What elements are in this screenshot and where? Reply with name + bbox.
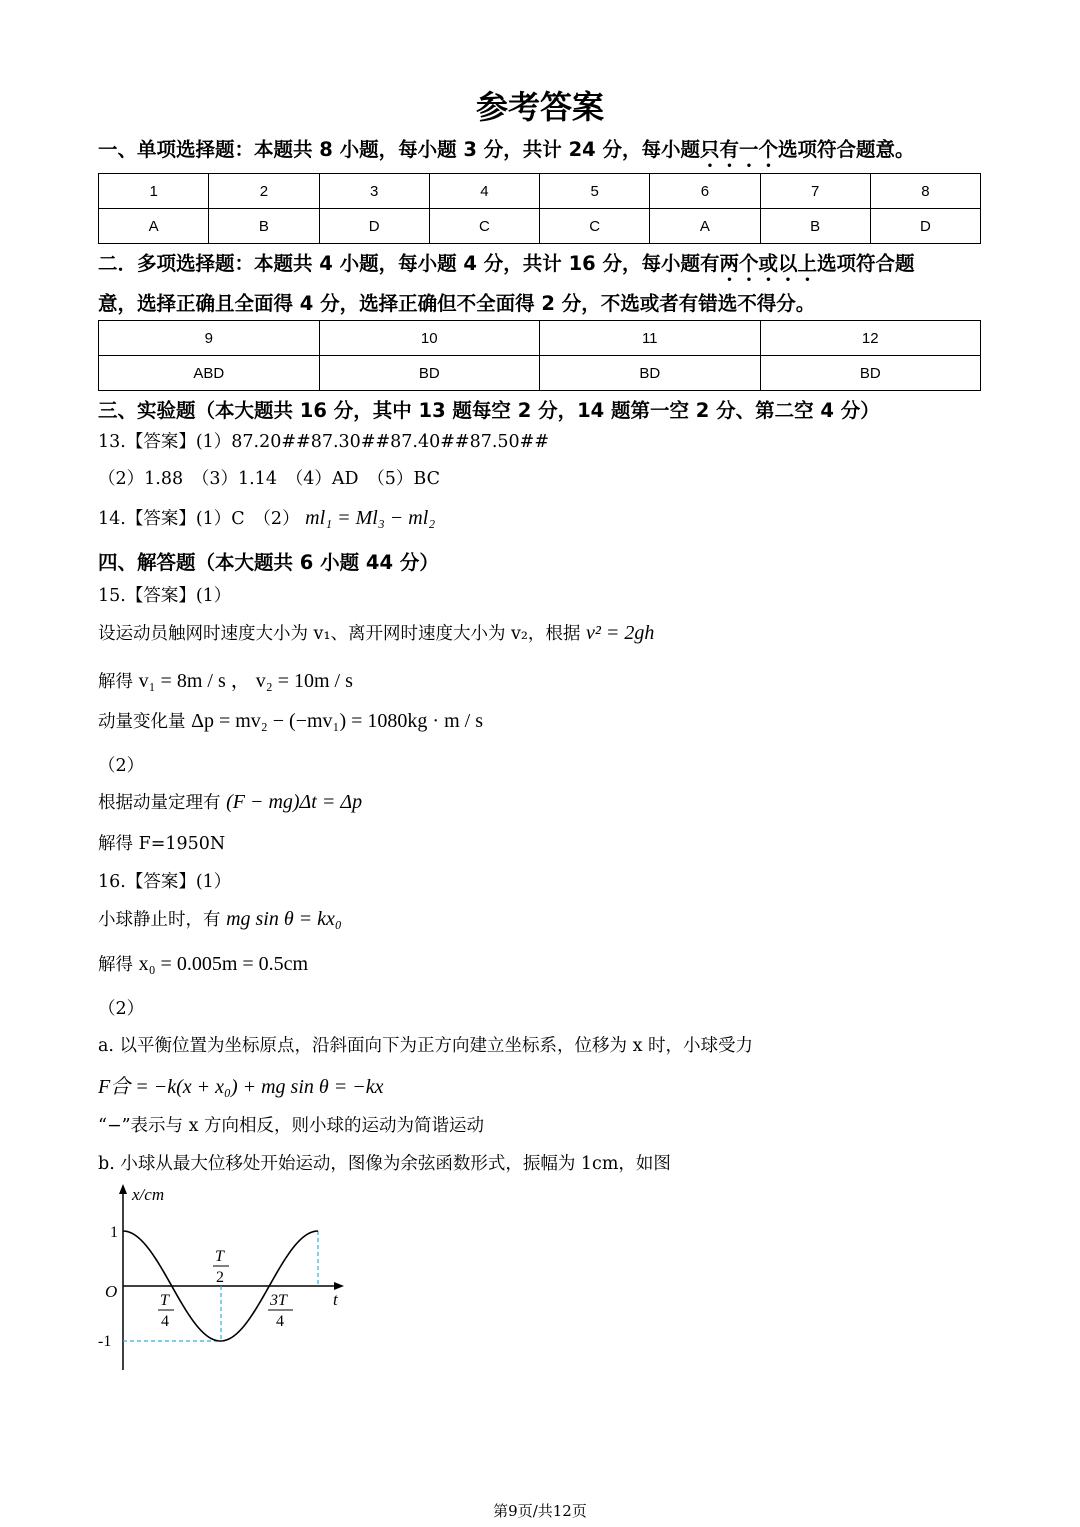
table-cell: 2 [209, 174, 319, 209]
y-tick-bottom: -1 [98, 1333, 112, 1350]
section2-heading-post: 选项符合题 [817, 252, 915, 275]
table-cell: C [429, 209, 539, 244]
section2-heading-line2: 意，选择正确且全面得 4 分，选择正确但不全面得 2 分，不选或者有错选不得分。 [98, 292, 816, 315]
q16-line1-text: 小球静止时，有 [98, 910, 221, 930]
q16-line1 [98, 906, 342, 931]
q16-a-formula-text: F合 = −k(x + x₀) + mg sin θ = −kx [98, 1076, 384, 1098]
page-title: 参考答案 [475, 88, 604, 126]
section2-answer-table [98, 320, 981, 391]
table-cell: BD [760, 356, 981, 391]
table-row [99, 356, 981, 391]
q15-line1 [98, 620, 654, 645]
section4-heading: 四、解答题（本大题共 6 小题 44 分） [98, 551, 439, 574]
table-cell: BD [540, 356, 761, 391]
q15-line3-formula: Δp = mv₂ − (−mv₁) = 1080kg · m / s [191, 710, 483, 732]
table-cell: 3 [319, 174, 429, 209]
q16-a-note: “−”表示与 x 方向相反，则小球的运动为简谐运动 [98, 1116, 485, 1136]
t-half-den: 2 [216, 1269, 224, 1286]
q15-line1-formula: v² = 2gh [586, 622, 655, 644]
section1-heading-emph: 只有一个 [700, 138, 779, 161]
q15-line2 [98, 664, 353, 693]
table-cell: D [319, 209, 429, 244]
table-row [99, 174, 981, 209]
table-cell: 6 [650, 174, 760, 209]
origin-label: O [105, 1282, 118, 1301]
table-cell: B [209, 209, 319, 244]
q13-answer-line1: 13.【答案】(1）87.20##87.30##87.40##87.50## [98, 432, 549, 452]
q15-line3 [98, 708, 483, 733]
q15-line1-text: 设运动员触网时速度大小为 v₁、离开网时速度大小为 v₂，根据 [98, 624, 581, 644]
table-cell: BD [319, 356, 540, 391]
q15-line2-formula: v₁ = 8m / s ， v₂ = 10m / s [138, 670, 353, 692]
table-cell: A [650, 209, 760, 244]
q16-head: 16.【答案】(1） [98, 872, 232, 892]
table-cell: 12 [760, 321, 981, 356]
q16-line1-formula: mg sin θ = kx₀ [226, 908, 342, 930]
cosine-graph [90, 1180, 360, 1380]
section1-heading [98, 134, 915, 172]
page-footer: 第9页/共12页 [493, 1502, 587, 1520]
q15-line5: 解得 F=1950N [98, 834, 226, 854]
q15-line3-text: 动量变化量 [98, 712, 186, 732]
table-cell: ABD [99, 356, 320, 391]
table-cell: 4 [429, 174, 539, 209]
q14-answer [98, 505, 435, 530]
table-cell: 5 [540, 174, 650, 209]
y-axis-label: x/cm [132, 1185, 165, 1204]
x-axis-arrow [334, 1282, 344, 1290]
section2-heading-pre: 二．多项选择题：本题共 4 小题，每小题 4 分，共计 16 分，每小题有 [98, 252, 720, 275]
table-cell: 10 [319, 321, 540, 356]
t-quarter-num: T [160, 1292, 169, 1309]
section2-heading-line1 [98, 248, 915, 286]
q16-line2-formula: x₀ = 0.005m = 0.5cm [138, 953, 309, 975]
q14-formula: ml₁ = Ml₃ − ml₂ [305, 507, 436, 529]
table-cell: 9 [99, 321, 320, 356]
q16-part2: （2） [98, 999, 145, 1019]
y-axis-arrow [119, 1184, 127, 1194]
section1-heading-post: 选项符合题意。 [778, 138, 915, 161]
section1-heading-pre: 一、单项选择题：本题共 8 小题，每小题 3 分，共计 24 分，每小题 [98, 138, 701, 161]
t-quarter-den: 4 [161, 1313, 169, 1330]
q14-prefix: 14.【答案】(1）C （2） [98, 509, 300, 529]
table-cell: C [540, 209, 650, 244]
t-three-quarter-den: 4 [276, 1313, 284, 1330]
q16-b: b. 小球从最大位移处开始运动，图像为余弦函数形式，振幅为 1cm，如图 [98, 1154, 671, 1174]
table-cell: 11 [540, 321, 761, 356]
q15-head: 15.【答案】(1） [98, 586, 232, 606]
q16-a: a. 以平衡位置为坐标原点，沿斜面向下为正方向建立坐标系，位移为 x 时，小球受力 [98, 1036, 754, 1056]
q15-line4-text: 根据动量定理有 [98, 793, 221, 813]
x-axis-label: t [333, 1290, 338, 1309]
q15-line2-text: 解得 [98, 672, 133, 692]
section2-heading-emph: 两个或以上 [719, 252, 818, 275]
section1-answer-table [98, 173, 981, 244]
table-cell: B [760, 209, 870, 244]
table-row [99, 209, 981, 244]
q15-line4 [98, 789, 362, 814]
table-cell: 8 [870, 174, 980, 209]
table-cell: 1 [99, 174, 209, 209]
section3-heading: 三、实验题（本大题共 16 分，其中 13 题每空 2 分，14 题第一空 2 分、第二空 4 分） [98, 399, 880, 422]
q16-line2 [98, 951, 308, 976]
t-three-quarter-num: 3T [270, 1292, 287, 1309]
q16-a-formula [98, 1070, 383, 1099]
t-half-num: T [215, 1248, 224, 1265]
q15-line4-formula: (F − mg)Δt = Δp [226, 791, 363, 813]
table-cell: A [99, 209, 209, 244]
table-row [99, 321, 981, 356]
q16-line2-text: 解得 [98, 955, 133, 975]
table-cell: 7 [760, 174, 870, 209]
y-tick-top: 1 [110, 1224, 118, 1241]
q13-answer-line2: （2）1.88 （3）1.14 （4）AD （5）BC [98, 469, 440, 489]
q15-part2: （2） [98, 756, 145, 776]
table-cell: D [870, 209, 980, 244]
